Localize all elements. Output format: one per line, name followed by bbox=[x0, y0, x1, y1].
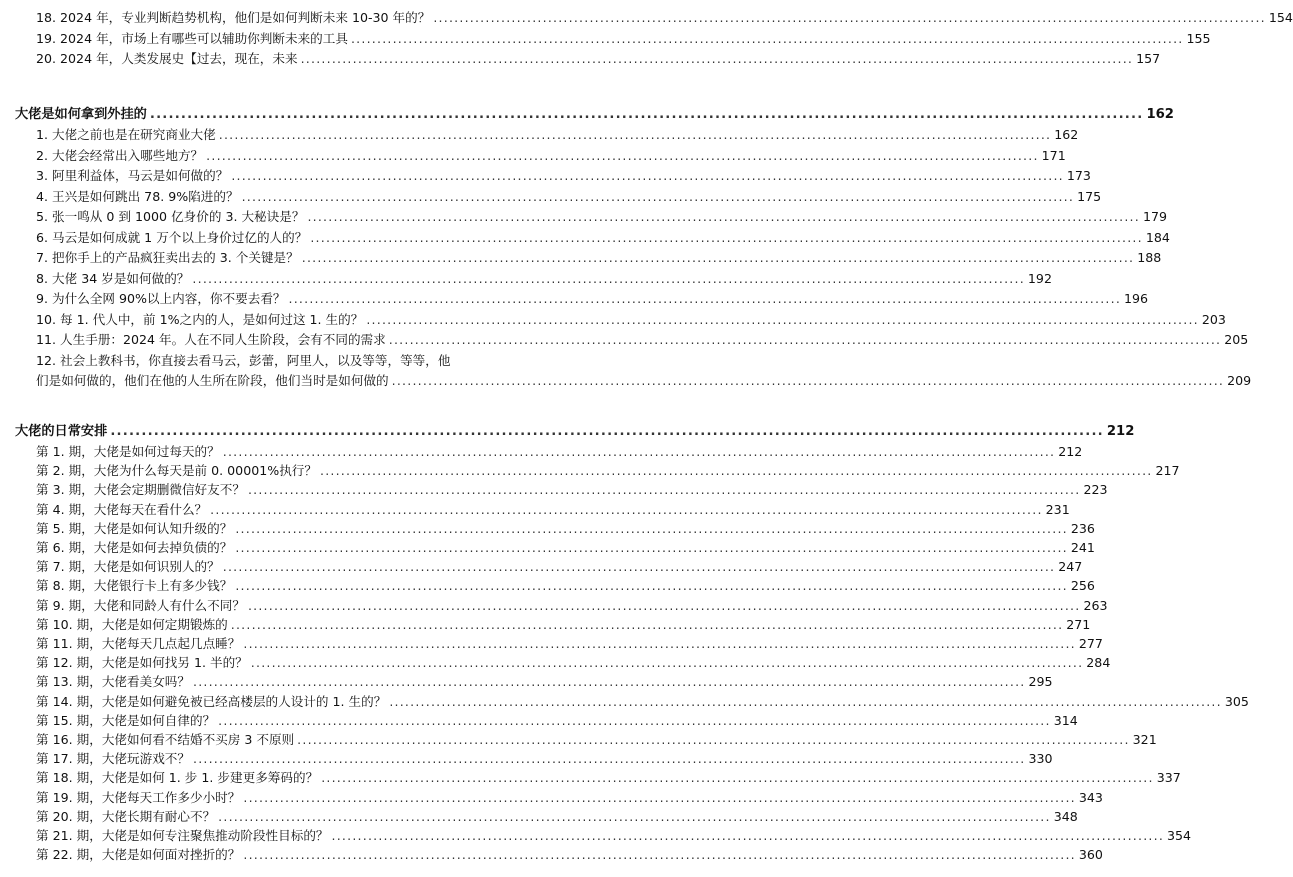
dot-leader: ................................................................................................................................................................ bbox=[241, 188, 1075, 204]
toc-entry[interactable] bbox=[36, 636, 1103, 651]
toc-entry-page-number: 256 bbox=[1070, 578, 1095, 594]
toc-section-heading-title: 大佬是如何拿到外挂的 bbox=[15, 107, 147, 122]
dot-leader: ................................................................................................................................................................ bbox=[307, 209, 1140, 224]
toc-entry[interactable] bbox=[36, 51, 1161, 66]
dot-leader: ................................................................................................................................................................ bbox=[192, 270, 1025, 286]
toc-entry[interactable] bbox=[36, 501, 1070, 517]
dot-leader: ................................................................................................................................................................ bbox=[247, 597, 1081, 613]
toc-entry[interactable] bbox=[36, 808, 1078, 824]
toc-entry[interactable] bbox=[36, 770, 1181, 786]
toc-section-heading-page-number: 162 bbox=[1146, 107, 1174, 122]
toc-entry-page-number: 175 bbox=[1077, 188, 1102, 204]
toc-entry-page-number: 360 bbox=[1078, 847, 1103, 863]
toc-entry-title: 第 15. 期，大佬是如何自律的？ bbox=[36, 712, 216, 728]
toc-entry[interactable] bbox=[36, 732, 1157, 747]
toc-entry-title: 第 11. 期，大佬每天几点起几点睡？ bbox=[36, 636, 241, 651]
toc-entry[interactable] bbox=[36, 147, 1066, 163]
toc-entry-page-number: 354 bbox=[1167, 828, 1192, 843]
dot-leader: ................................................................................................................................................................ bbox=[319, 463, 1153, 479]
toc-entry-title: 第 19. 期，大佬每天工作多少小时？ bbox=[36, 789, 241, 805]
toc-entry-title: 7. 把你手上的产品疯狂卖出去的 3. 个关键是？ bbox=[36, 250, 299, 265]
toc-entry[interactable] bbox=[36, 828, 1192, 843]
toc-entry-title: 第 13. 期，大佬看美女吗？ bbox=[36, 674, 190, 690]
toc-entry-title: 第 17. 期，大佬玩游戏不？ bbox=[36, 751, 190, 767]
toc-entry-page-number: 314 bbox=[1053, 712, 1078, 728]
toc-entry-title: 2. 大佬会经常出入哪些地方？ bbox=[36, 147, 204, 163]
toc-entry[interactable] bbox=[36, 30, 1211, 46]
dot-leader: ................................................................................................................................................................ bbox=[350, 30, 1184, 46]
toc-entry-title: 第 21. 期，大佬是如何专注聚焦推动阶段性目标的？ bbox=[36, 828, 329, 843]
toc-entry-page-number: 212 bbox=[1058, 444, 1083, 459]
dot-leader: ................................................................................................................................................................ bbox=[297, 732, 1130, 747]
dot-leader: ................................................................................................................................................................ bbox=[149, 107, 1144, 122]
toc-entry-page-number: 196 bbox=[1124, 291, 1149, 306]
toc-entry-page-number: 263 bbox=[1083, 597, 1108, 613]
toc-entry[interactable] bbox=[36, 168, 1091, 183]
dot-leader: ................................................................................................................................................................ bbox=[288, 291, 1122, 306]
toc-entry-page-number: 188 bbox=[1137, 250, 1162, 265]
dot-leader: ................................................................................................................................................................ bbox=[243, 789, 1076, 805]
toc-entry-page-number: 241 bbox=[1070, 540, 1095, 555]
dot-leader: ................................................................................................................................................................ bbox=[243, 847, 1076, 863]
toc-entry[interactable] bbox=[36, 655, 1111, 671]
toc-entry-page-number: 236 bbox=[1070, 520, 1095, 536]
toc-entry[interactable] bbox=[36, 444, 1083, 459]
dot-leader: ................................................................................................................................................................ bbox=[321, 770, 1154, 786]
toc-entry-title: 们是如何做的，他们在他的人生所在阶段，他们当时是如何做的 bbox=[36, 373, 389, 388]
toc-entry-title: 18. 2024 年，专业判断趋势机构，他们是如何判断未来 10-30 年的？ bbox=[36, 10, 431, 25]
toc-entry[interactable] bbox=[36, 674, 1053, 690]
toc-entry-page-number: 284 bbox=[1086, 655, 1111, 671]
toc-entry-title: 20. 2024 年，人类发展史【过去，现在，未来 bbox=[36, 51, 298, 66]
toc-entry[interactable] bbox=[36, 520, 1095, 536]
dot-leader: ................................................................................................................................................................ bbox=[218, 127, 1052, 142]
toc-entry[interactable] bbox=[36, 482, 1108, 498]
dot-leader: ................................................................................................................................................................ bbox=[218, 712, 1051, 728]
toc-entry[interactable] bbox=[36, 291, 1149, 306]
dot-leader: ................................................................................................................................................................ bbox=[310, 229, 1143, 245]
dot-leader: ................................................................................................................................................................ bbox=[391, 373, 1225, 388]
toc-entry-title: 5. 张一鸣从 0 到 1000 亿身价的 3. 大秘诀是？ bbox=[36, 209, 305, 224]
toc-entry[interactable] bbox=[36, 540, 1095, 555]
toc-entry-title: 第 1. 期，大佬是如何过每天的？ bbox=[36, 444, 220, 459]
toc-entry[interactable] bbox=[36, 578, 1095, 594]
dot-leader: ................................................................................................................................................................ bbox=[301, 250, 1135, 265]
toc-entry-page-number: 157 bbox=[1136, 51, 1161, 66]
toc-entry-title: 第 8. 期，大佬银行卡上有多少钱？ bbox=[36, 578, 233, 594]
toc-entry-page-number: 155 bbox=[1186, 30, 1211, 46]
toc-entry[interactable] bbox=[36, 616, 1091, 632]
toc-entry-title: 第 7. 期，大佬是如何识别人的？ bbox=[36, 559, 220, 575]
dot-leader: ................................................................................................................................................................ bbox=[247, 482, 1081, 498]
toc-entry[interactable] bbox=[36, 270, 1052, 286]
dot-leader: ................................................................................................................................................................ bbox=[230, 616, 1064, 632]
dot-leader: ................................................................................................................................................................ bbox=[222, 559, 1056, 575]
toc-entry-page-number: 223 bbox=[1083, 482, 1108, 498]
toc-entry-title: 第 2. 期，大佬为什么每天是前 0. 00001%执行？ bbox=[36, 463, 317, 479]
toc-entry-title: 第 12. 期，大佬是如何找另 1. 半的？ bbox=[36, 655, 248, 671]
toc-entry-page-number: 231 bbox=[1045, 501, 1070, 517]
toc-entry[interactable] bbox=[36, 229, 1170, 245]
dot-leader: ................................................................................................................................................................ bbox=[366, 311, 1199, 327]
toc-entry-title: 3. 阿里利益体，马云是如何做的？ bbox=[36, 168, 229, 183]
toc-entry-page-number: 277 bbox=[1078, 636, 1103, 651]
toc-entry-title: 第 18. 期，大佬是如何 1. 步 1. 步建更多筹码的？ bbox=[36, 770, 319, 786]
toc-entry-title: 第 9. 期，大佬和同龄人有什么不同？ bbox=[36, 597, 245, 613]
toc-entry-page-number: 173 bbox=[1066, 168, 1091, 183]
toc-entry-title: 8. 大佬 34 岁是如何做的？ bbox=[36, 270, 190, 286]
toc-entry-page-number: 162 bbox=[1054, 127, 1079, 142]
toc-section-heading-title: 大佬的日常安排 bbox=[15, 424, 108, 439]
toc-entry[interactable] bbox=[36, 559, 1083, 575]
toc-entry[interactable] bbox=[36, 332, 1249, 347]
toc-entry-title: 1. 大佬之前也是在研究商业大佬 bbox=[36, 127, 216, 142]
toc-section-heading[interactable] bbox=[15, 107, 1174, 122]
toc-entry-title: 第 22. 期，大佬是如何面对挫折的？ bbox=[36, 847, 241, 863]
toc-entry-page-number: 337 bbox=[1156, 770, 1181, 786]
toc-entry[interactable] bbox=[36, 463, 1180, 479]
dot-leader: ................................................................................................................................................................ bbox=[243, 636, 1076, 651]
toc-section-heading[interactable] bbox=[15, 424, 1135, 439]
toc-entry-title: 第 10. 期，大佬是如何定期锻炼的 bbox=[36, 616, 228, 632]
toc-entry-page-number: 184 bbox=[1145, 229, 1170, 245]
toc-entry[interactable] bbox=[36, 847, 1103, 863]
toc-entry[interactable] bbox=[36, 311, 1226, 327]
toc-entry-page-number: 171 bbox=[1041, 147, 1066, 163]
toc-entry-page-number: 192 bbox=[1027, 270, 1052, 286]
toc-entry-page-number: 321 bbox=[1132, 732, 1157, 747]
dot-leader: ................................................................................................................................................................ bbox=[300, 51, 1134, 66]
toc-entry-title: 第 3. 期，大佬会定期删微信好友不？ bbox=[36, 482, 245, 498]
toc-entry-page-number: 348 bbox=[1053, 808, 1078, 824]
dot-leader: ................................................................................................................................................................ bbox=[235, 540, 1068, 555]
toc-entry-title: 11. 人生手册：2024 年。人在不同人生阶段，会有不同的需求 bbox=[36, 332, 386, 347]
dot-leader: ................................................................................................................................................................ bbox=[192, 751, 1026, 767]
toc-section-heading-page-number: 212 bbox=[1106, 424, 1135, 439]
toc-entry-title: 10. 每 1. 代人中，前 1%之内的人，是如何过这 1. 生的？ bbox=[36, 311, 364, 327]
toc-entry-title: 9. 为什么全网 90%以上内容，你不要去看？ bbox=[36, 291, 286, 306]
toc-entry[interactable] bbox=[36, 693, 1249, 709]
toc-entry-page-number: 154 bbox=[1268, 10, 1293, 25]
toc-entry-page-number: 205 bbox=[1224, 332, 1249, 347]
dot-leader: ................................................................................................................................................................ bbox=[433, 10, 1266, 25]
toc-entry[interactable] bbox=[36, 188, 1102, 204]
toc-entry-title: 第 20. 期，大佬长期有耐心不？ bbox=[36, 808, 216, 824]
dot-leader: ................................................................................................................................................................ bbox=[218, 808, 1051, 824]
toc-entry-page-number: 330 bbox=[1028, 751, 1053, 767]
toc-entry-page-number: 247 bbox=[1058, 559, 1083, 575]
dot-leader: ................................................................................................................................................................ bbox=[206, 147, 1039, 163]
dot-leader: ................................................................................................................................................................ bbox=[222, 444, 1056, 459]
dot-leader: ................................................................................................................................................................ bbox=[231, 168, 1064, 183]
toc-entry[interactable] bbox=[36, 209, 1167, 224]
toc-entry[interactable] bbox=[36, 373, 1252, 388]
toc-entry[interactable] bbox=[36, 10, 1293, 25]
dot-leader: ................................................................................................................................................................ bbox=[235, 520, 1068, 536]
toc-entry-title: 6. 马云是如何成就 1 万个以上身价过亿的人的？ bbox=[36, 229, 308, 245]
dot-leader: ................................................................................................................................................................ bbox=[192, 674, 1026, 690]
toc-entry-page-number: 209 bbox=[1227, 373, 1252, 388]
toc-entry-page-number: 295 bbox=[1028, 674, 1053, 690]
toc-entry-page-number: 343 bbox=[1078, 789, 1103, 805]
toc-entry-page-number: 179 bbox=[1142, 209, 1167, 224]
toc-entry[interactable] bbox=[36, 250, 1162, 265]
dot-leader: ................................................................................................................................................................ bbox=[235, 578, 1068, 594]
toc-entry[interactable] bbox=[36, 751, 1053, 767]
toc-entry-page-number: 305 bbox=[1224, 693, 1249, 709]
dot-leader: ................................................................................................................................................................ bbox=[388, 332, 1222, 347]
toc-entry-wrapped-line[interactable]: 12. 社会上教科书，你直接去看马云，彭蕾，阿里人，以及等等，等等，他 bbox=[36, 352, 451, 368]
dot-leader: ................................................................................................................................................................ bbox=[250, 655, 1084, 671]
toc-entry-page-number: 271 bbox=[1066, 616, 1091, 632]
toc-entry-page-number: 217 bbox=[1155, 463, 1180, 479]
dot-leader: ................................................................................................................................................................ bbox=[331, 828, 1165, 843]
toc-entry-title: 第 6. 期，大佬是如何去掉负债的？ bbox=[36, 540, 233, 555]
dot-leader: ................................................................................................................................................................ bbox=[389, 693, 1222, 709]
toc-entry-title: 第 14. 期，大佬是如何避免被已经高楼层的人设计的 1. 生的？ bbox=[36, 693, 387, 709]
toc-entry[interactable] bbox=[36, 597, 1108, 613]
dot-leader: ................................................................................................................................................................ bbox=[210, 501, 1043, 517]
toc-entry-title: 第 4. 期，大佬每天在看什么？ bbox=[36, 501, 208, 517]
toc-entry[interactable] bbox=[36, 712, 1078, 728]
toc-entry-title: 19. 2024 年，市场上有哪些可以辅助你判断未来的工具 bbox=[36, 30, 348, 46]
toc-entry-title: 第 5. 期，大佬是如何认知升级的？ bbox=[36, 520, 233, 536]
toc-entry-title: 第 16. 期，大佬如何看不结婚不买房 3 不原则 bbox=[36, 732, 295, 747]
dot-leader: ................................................................................................................................................................ bbox=[110, 424, 1104, 439]
toc-entry-title: 4. 王兴是如何跳出 78. 9%陷进的？ bbox=[36, 188, 239, 204]
toc-entry-page-number: 203 bbox=[1201, 311, 1226, 327]
toc-entry[interactable] bbox=[36, 789, 1103, 805]
toc-entry[interactable] bbox=[36, 127, 1079, 142]
